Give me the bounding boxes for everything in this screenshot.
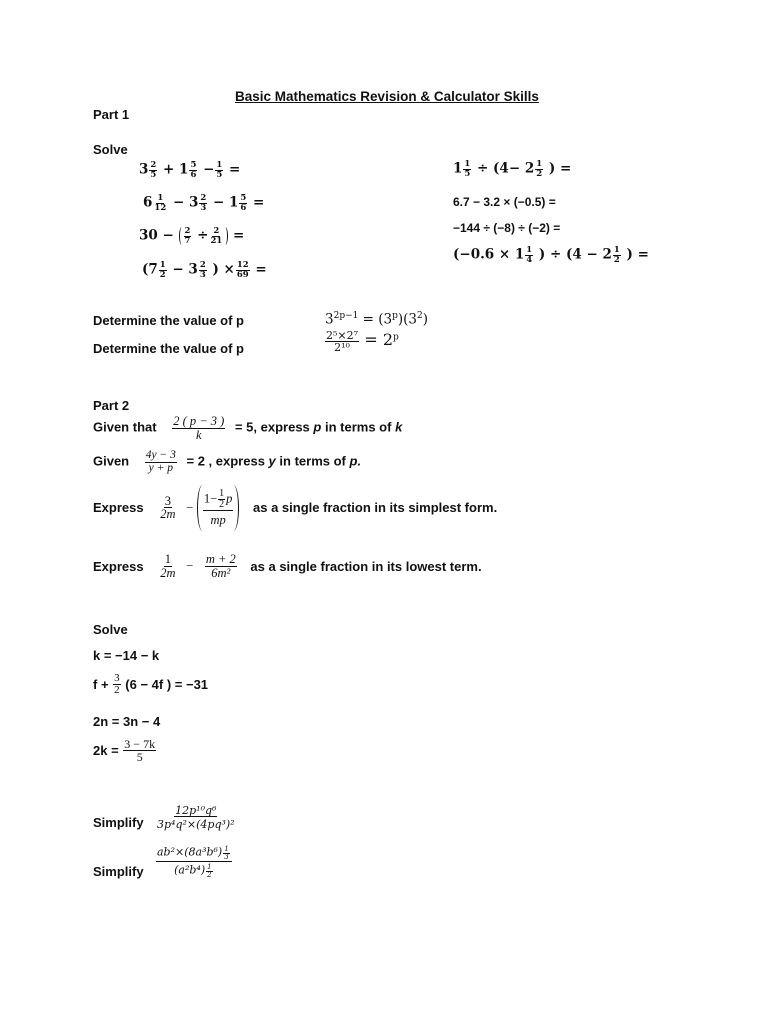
part2-heading: Part 2	[93, 398, 130, 413]
equation-1: 3 $\frac{2}{5}$ + 1 $\frac{5}{6}$ − $\frac{1}{5}$ =	[139, 160, 241, 180]
equation-3: 30 − $\frac{2}{7}$ ÷ $\frac{2}{21}$ =	[139, 226, 245, 246]
solve-equation-3: 2n = 3n − 4	[93, 714, 161, 729]
part1-solve-label: Solve	[93, 142, 128, 157]
question-2: Given $\frac{4y - 3}{y + p}$ = 2 , express y in terms of p.	[93, 449, 362, 474]
equation-r1: 1 $\frac{1}{5}$ ÷ (4− 2 $\frac{1}{2}$ ) =	[453, 159, 572, 179]
determine-label-1: Determine the value of p	[93, 313, 244, 328]
determine-label-2: Determine the value of p	[93, 341, 244, 356]
question-1: Given that $\frac{2 ( p - 3 )}{k}$ = 5, express p in terms of k	[93, 414, 403, 442]
simplify-expression-2: ab²×(8a³b⁶) $\frac{1}{3}$ (a²b⁴) $\frac{1}{2}$	[155, 846, 233, 879]
page-title: Basic Mathematics Revision & Calculator Skills	[235, 89, 539, 104]
part1-heading: Part 1	[93, 107, 130, 122]
simplify-label-1: Simplify	[93, 815, 144, 830]
determine-equation-2: $\frac{\text{2⁵×2⁷}}{\text{2¹⁰}}$ = $2^p$	[326, 329, 399, 354]
solve-equation-2: f + $\frac{3}{2}$ (6 − 4f ) = −31	[93, 672, 209, 696]
question-3: Express $\frac{3}{2m}$ − 1− $\frac{1}{2}$ p mp as a single fraction in its simplest form.	[93, 485, 497, 531]
part2-solve-label: Solve	[93, 622, 128, 637]
solve-equation-4: 2k = $\frac{3 - 7k}{5}$	[93, 737, 156, 764]
determine-equation-1: $3^{2p-1} = (3^p)(3^2)$	[325, 311, 429, 328]
equation-r4: (−0.6 × 1 $\frac{1}{4}$ ) ÷ (4 − 2 $\frac{1}{2}$ ) =	[453, 245, 649, 265]
simplify-expression-1: $\frac{\text{12p¹⁰q⁶}}{\text{3p⁴q²×(4pq³)²}}$	[157, 804, 235, 831]
equation-r2: 6.7 − 3.2 × (−0.5) =	[453, 195, 556, 209]
equation-2: 6 $\frac{1}{12}$ − 3 $\frac{2}{3}$ − 1 $\frac{5}{6}$ =	[143, 193, 265, 213]
simplify-label-2: Simplify	[93, 864, 144, 879]
equation-r3: −144 ÷ (−8) ÷ (−2) =	[453, 221, 561, 235]
equation-4: (7 $\frac{1}{2}$ − 3 $\frac{2}{3}$ ) × $\frac{12}{69}$ =	[142, 260, 267, 280]
solve-equation-1: k = −14 − k	[93, 648, 160, 663]
question-4: Express $\frac{1}{2m}$ − $\frac{m + 2}{\text{6m²}}$ as a single fraction in its lowest term.	[93, 552, 482, 580]
